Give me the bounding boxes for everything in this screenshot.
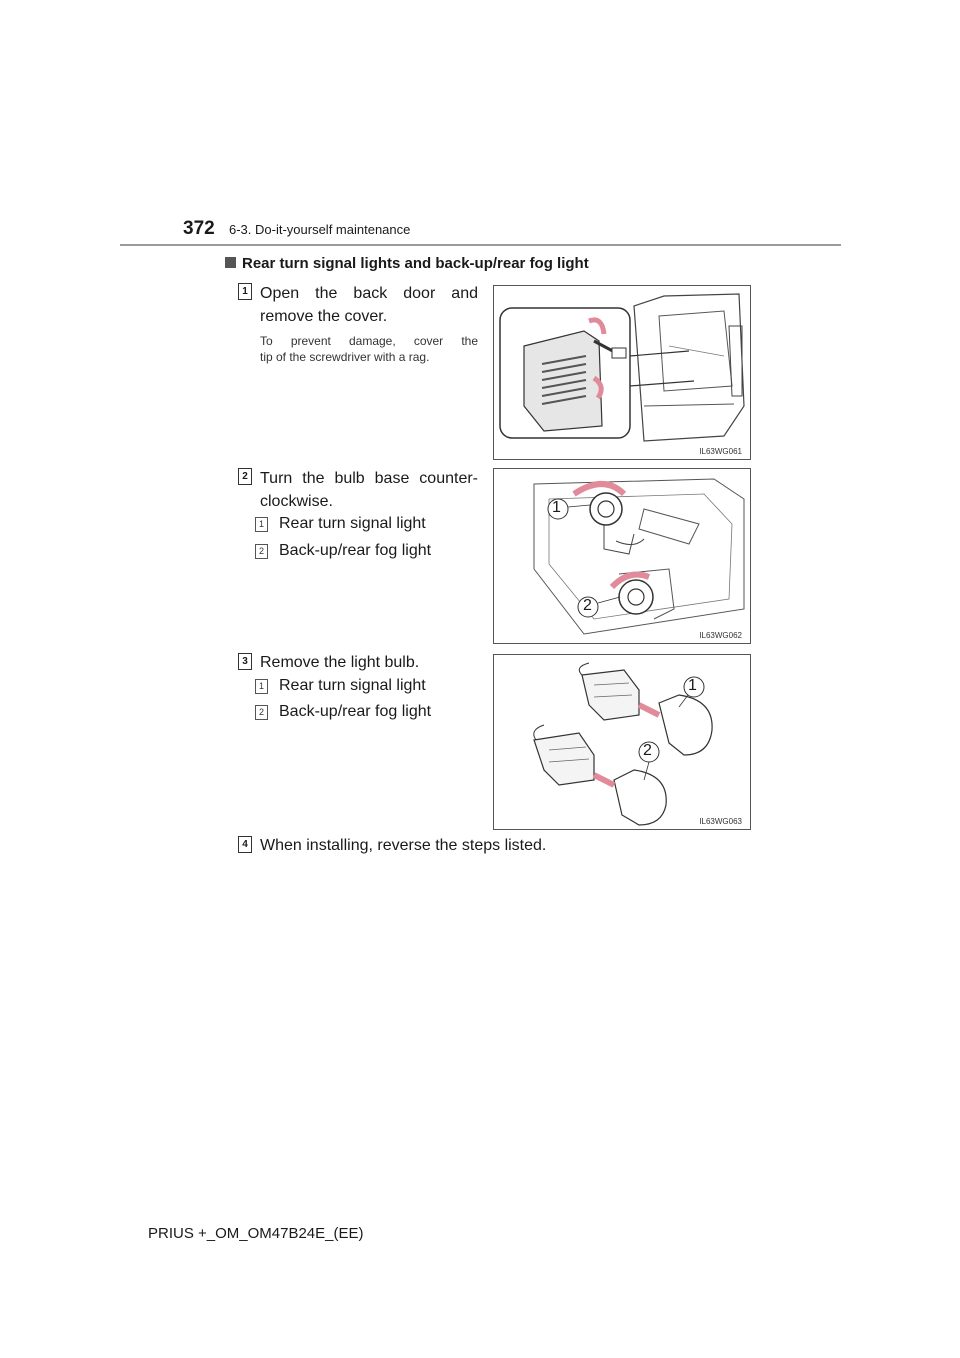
step-3-sub-2-number: 2 — [255, 705, 268, 720]
document-code-footer: PRIUS +_OM_OM47B24E_(EE) — [148, 1225, 364, 1242]
step-2-line-1: Turn the bulb base counter- — [260, 470, 478, 487]
step-3-sub-2-label: Back-up/rear fog light — [279, 703, 432, 720]
header-divider — [120, 244, 841, 246]
step-1-text — [260, 282, 478, 328]
step-2-badge: 2 — [238, 468, 252, 485]
square-bullet-icon — [225, 257, 236, 268]
step-2-figure-code: IL63WG062 — [699, 631, 742, 640]
step-4-line-1: When installing, reverse the steps listed. — [260, 837, 547, 854]
step-1-note — [260, 333, 478, 365]
step-1-line-1: Open the back door and — [260, 285, 478, 302]
back-door-cover-removal-illustration — [494, 286, 750, 459]
step-1-figure-code: IL63WG061 — [699, 447, 742, 456]
step-3-callout-1: 1 — [688, 677, 697, 694]
step-3-text — [260, 651, 490, 674]
step-3-badge: 3 — [238, 653, 252, 670]
section-heading-text: Rear turn signal lights and back-up/rear fog light — [242, 255, 589, 272]
step-2-figure — [493, 468, 751, 644]
section-title: 6-3. Do-it-yourself maintenance — [229, 222, 411, 237]
step-2-text — [260, 467, 478, 513]
step-2-sub-2-label: Back-up/rear fog light — [279, 542, 432, 559]
section-heading — [225, 255, 589, 272]
step-3-line-1: Remove the light bulb. — [260, 654, 420, 671]
step-3-figure — [493, 654, 751, 830]
step-1-figure — [493, 285, 751, 460]
step-2-sub-1-number: 1 — [255, 517, 268, 532]
bulb-removal-illustration — [494, 655, 750, 829]
step-2-sub-2-number: 2 — [255, 544, 268, 559]
step-3-sub-1-number: 1 — [255, 679, 268, 694]
step-3-sub-1-label: Rear turn signal light — [279, 677, 426, 694]
step-2-callout-1: 1 — [552, 499, 561, 516]
step-3-figure-code: IL63WG063 — [699, 817, 742, 826]
bulb-base-rotation-illustration — [494, 469, 750, 643]
step-2-callout-2: 2 — [583, 597, 592, 614]
step-1-note-line-1: To prevent damage, cover the — [260, 334, 478, 348]
step-1-note-line-2: tip of the screwdriver with a rag. — [260, 350, 430, 364]
step-3-callout-2: 2 — [643, 742, 652, 759]
page-number: 372 — [183, 218, 215, 239]
step-1-line-2: remove the cover. — [260, 308, 388, 325]
step-2-sub-1-label: Rear turn signal light — [279, 515, 426, 532]
step-4-badge: 4 — [238, 836, 252, 853]
step-4-text — [260, 834, 660, 857]
step-2-line-2: clockwise. — [260, 493, 333, 510]
step-1-badge: 1 — [238, 283, 252, 300]
